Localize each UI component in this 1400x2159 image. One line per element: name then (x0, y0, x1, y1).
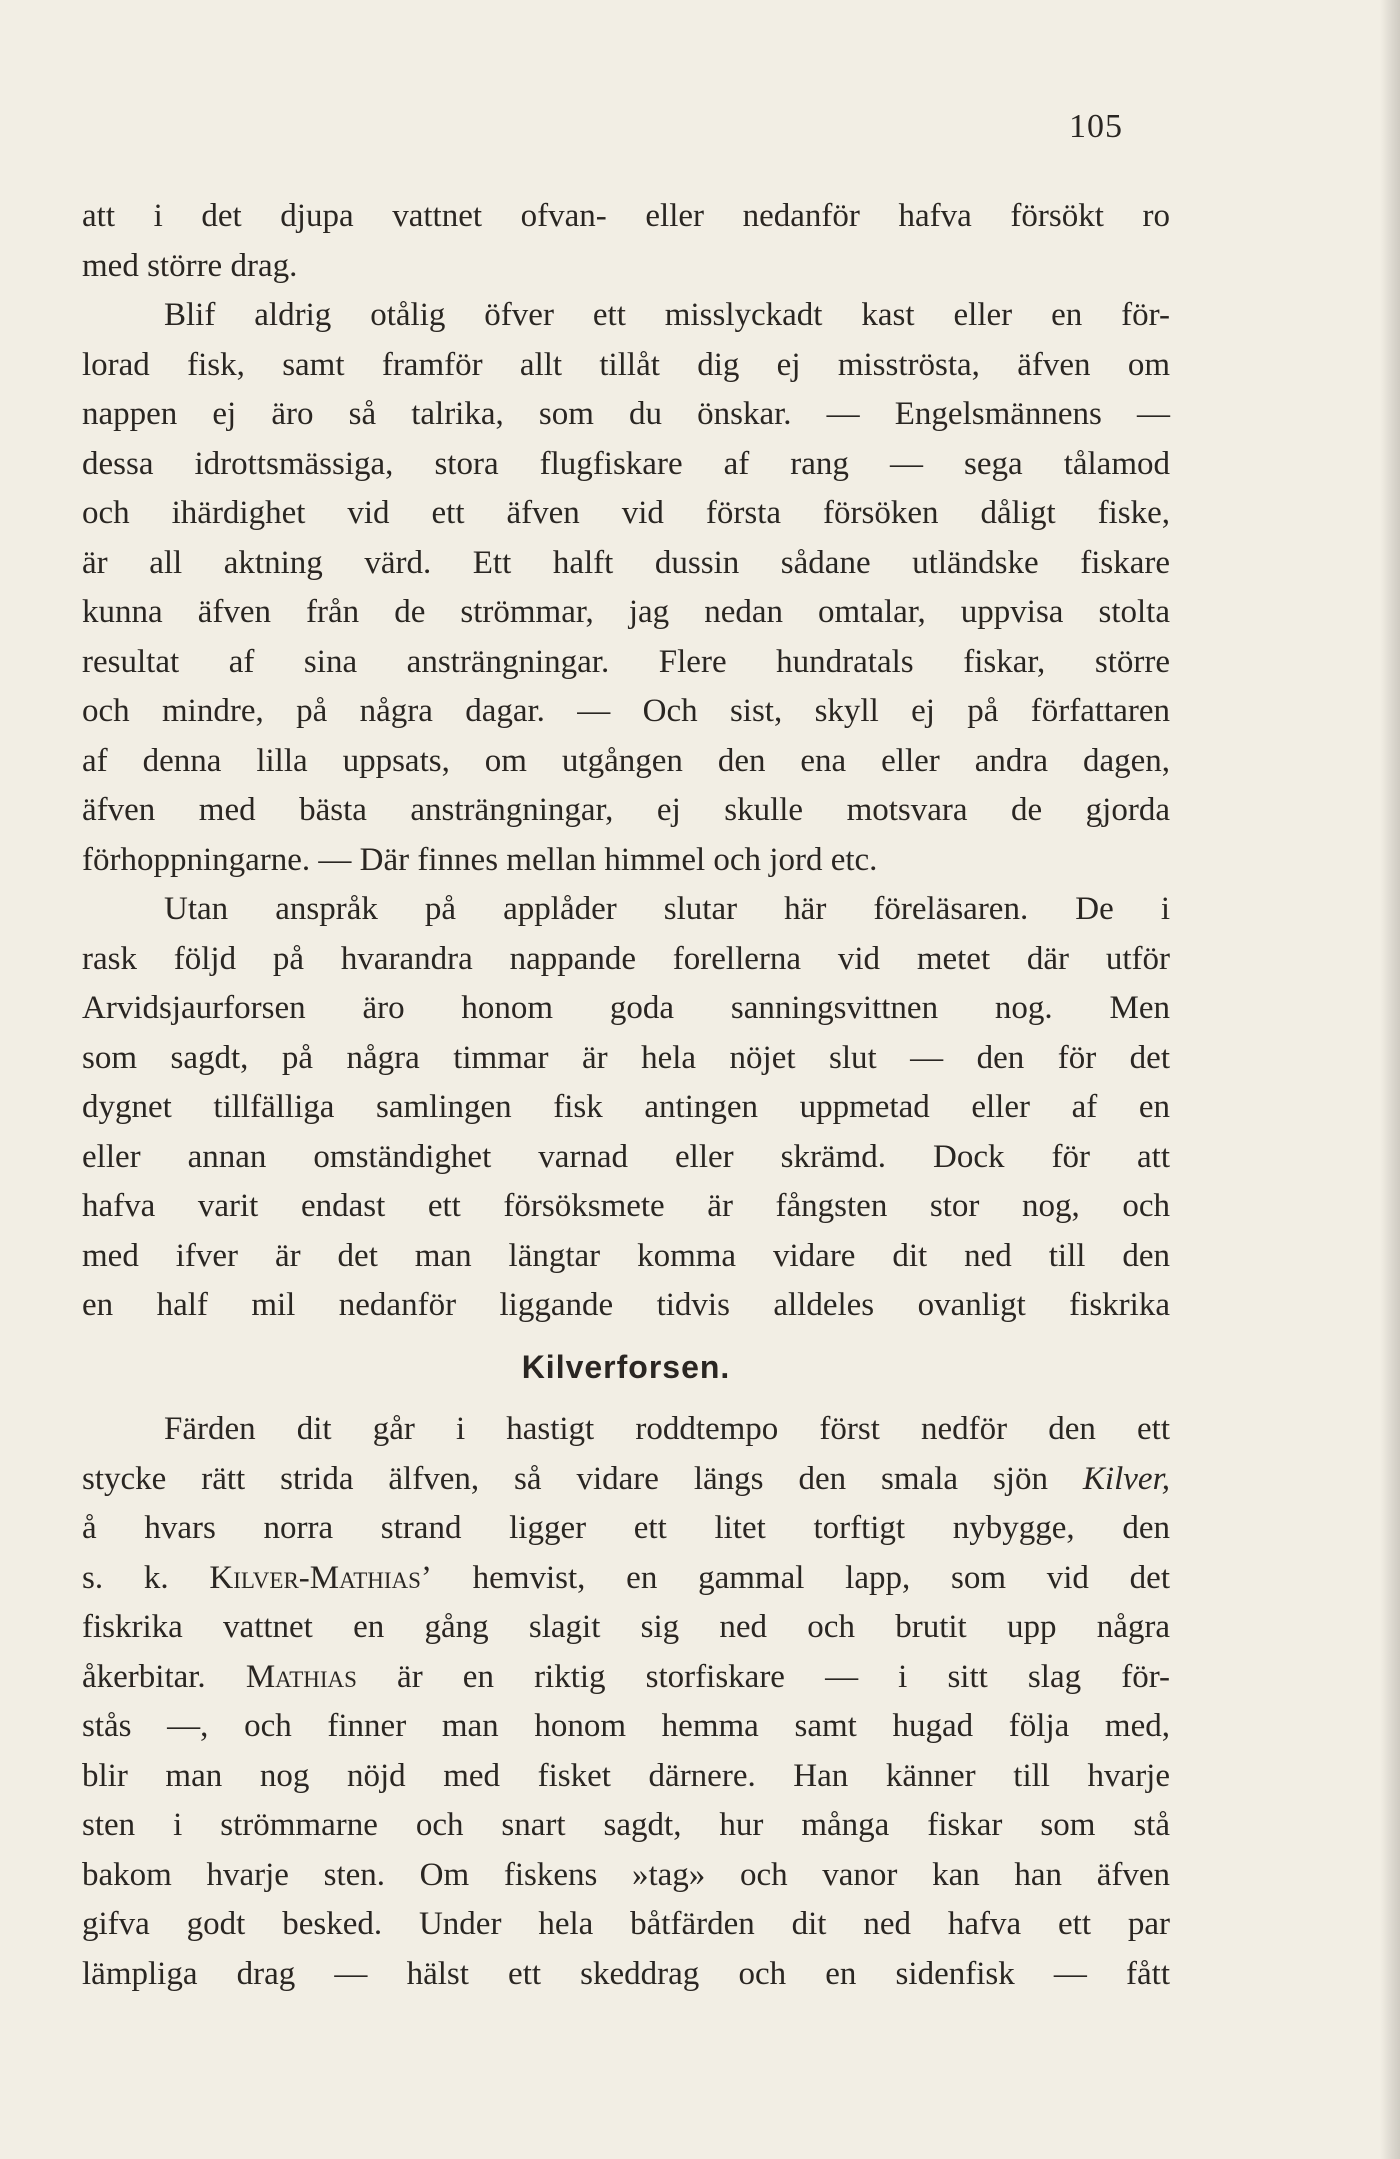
text-segment: är en riktig storfiskare — i sitt slag för- (356, 1658, 1171, 1695)
text-line: kunna äfven från de strömmar, jag nedan omtalar, uppvisa stolta (82, 594, 1170, 630)
text-line: en half mil nedanför liggande tidvis alldeles ovanligt fiskrika (82, 1287, 1170, 1323)
text-line: är all aktning värd. Ett halft dussin sådane utländske fiskare (82, 544, 1170, 581)
text-line: äfven med bästa ansträngningar, ej skulle motsvara de gjorda (82, 792, 1170, 828)
text-segment: stycke rätt strida älfven, så vidare längs den smala sjön (82, 1460, 1083, 1497)
smallcaps-name: Mathias (245, 1658, 357, 1695)
page-edge-shadow (1380, 0, 1400, 2159)
text-line (82, 1455, 1170, 1505)
italic-place-name: Kilver, (1082, 1460, 1170, 1497)
text-line: dessa idrottsmässiga, stora flugfiskare af rang — sega tålamod (82, 445, 1170, 482)
body-text (82, 192, 1170, 1999)
text-line: med större drag. (82, 247, 298, 284)
text-line: Färden dit går i hastigt roddtempo först nedför den ett (164, 1411, 1170, 1447)
text-line: med ifver är det man längtar komma vidare dit ned till den (82, 1237, 1170, 1274)
text-line: som sagdt, på några timmar är hela nöjet slut — den för det (82, 1039, 1170, 1076)
text-line: stås —, och finner man honom hemma samt hugad följa med, (82, 1708, 1170, 1744)
text-line: eller annan omständighet varnad eller skrämd. Dock för att (82, 1138, 1170, 1175)
text-line: och ihärdighet vid ett äfven vid första försöken dåligt fiske, (82, 495, 1170, 531)
text-line: resultat af sina ansträngningar. Flere hundratals fiskar, större (82, 643, 1170, 680)
text-line: å hvars norra strand ligger ett litet torftigt nybygge, den (82, 1510, 1170, 1546)
smallcaps-name: Kilver-Mathias’ (209, 1559, 432, 1596)
text-line: att i det djupa vattnet ofvan- eller nedanför hafva försökt ro (82, 198, 1170, 234)
page-number: 105 (1069, 108, 1123, 145)
text-line: lorad fisk, samt framför allt tillåt dig ej misströsta, äfven om (82, 346, 1170, 383)
text-line: Utan anspråk på applåder slutar här föreläsaren. De i (164, 891, 1170, 927)
text-line: dygnet tillfälliga samlingen fisk antingen uppmetad eller af en (82, 1089, 1170, 1125)
text-line: förhoppningarne. — Där finnes mellan himmel och jord etc. (82, 841, 878, 878)
text-segment: s. k. (82, 1559, 210, 1596)
text-line: Blif aldrig otålig öfver ett misslyckadt kast eller en för- (164, 297, 1170, 333)
text-line: nappen ej äro så talrika, som du önskar. — Engelsmännens — (82, 396, 1170, 432)
text-segment: åkerbitar. (82, 1658, 246, 1695)
text-line: bakom hvarje sten. Om fiskens »tag» och vanor kan han äfven (82, 1856, 1170, 1893)
text-line: blir man nog nöjd med fisket därnere. Han känner till hvarje (82, 1757, 1170, 1794)
text-line: lämpliga drag — hälst ett skeddrag och en sidenfisk — fått (82, 1955, 1170, 1992)
text-line: gifva godt besked. Under hela båtfärden dit ned hafva ett par (82, 1906, 1170, 1942)
text-segment: hemvist, en gammal lapp, som vid det (431, 1559, 1170, 1596)
text-line: rask följd på hvarandra nappande forellerna vid metet där utför (82, 940, 1170, 977)
text-line (82, 1653, 1170, 1703)
text-line: fiskrika vattnet en gång slagit sig ned och brutit upp några (82, 1609, 1170, 1645)
text-line: och mindre, på några dagar. — Och sist, skyll ej på författaren (82, 693, 1170, 729)
text-line: Arvidsjaurforsen äro honom goda sanningsvittnen nog. Men (82, 990, 1170, 1026)
text-line: af denna lilla uppsats, om utgången den ena eller andra dagen, (82, 742, 1170, 779)
text-line (82, 1554, 1170, 1604)
text-line: hafva varit endast ett försöksmete är fångsten stor nog, och (82, 1188, 1170, 1224)
section-heading: Kilverforsen. (521, 1348, 731, 1385)
text-line: sten i strömmarne och snart sagdt, hur många fiskar som stå (82, 1807, 1170, 1843)
